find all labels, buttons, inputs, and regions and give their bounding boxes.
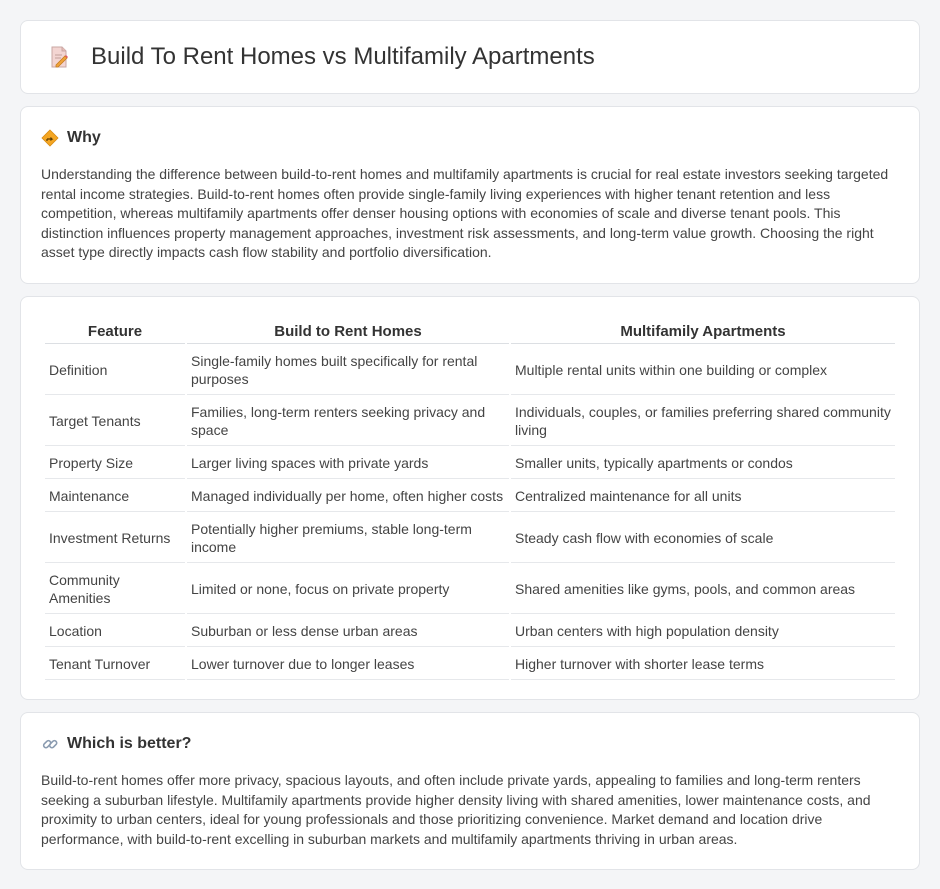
build-to-rent-cell: Suburban or less dense urban areas [187, 616, 509, 647]
comparison-table-card [20, 296, 920, 700]
feature-cell: Investment Returns [45, 514, 185, 563]
why-text: Understanding the difference between build-to-rent homes and multifamily apartments is crucial for real estate investors seeking targeted rental income strategies. Build-to-rent homes often provide single-family living experiences with higher tenant retention and less competition, whereas multifamily apartments offer denser housing options with economies of scale and diverse tenant pools. This distinction influences property management approaches, investment risk assessments, and long-term value growth. Choosing the right asset type directly impacts cash flow stability and portfolio diversification. [41, 166, 889, 261]
build-to-rent-cell: Managed individually per home, often higher costs [187, 481, 509, 512]
table-row [45, 481, 895, 512]
header-build-to-rent: Build to Rent Homes [187, 319, 509, 344]
comparison-table [43, 317, 897, 682]
table-row [45, 397, 895, 446]
feature-cell: Community Amenities [45, 565, 185, 614]
multifamily-cell: Smaller units, typically apartments or condos [511, 448, 895, 479]
build-to-rent-cell: Larger living spaces with private yards [187, 448, 509, 479]
build-to-rent-cell: Families, long-term renters seeking privacy and space [187, 397, 509, 446]
multifamily-cell: Steady cash flow with economies of scale [511, 514, 895, 563]
feature-cell: Property Size [45, 448, 185, 479]
multifamily-cell: Urban centers with high population density [511, 616, 895, 647]
better-section-header [41, 735, 899, 753]
build-to-rent-cell: Single-family homes built specifically for rental purposes [187, 346, 509, 395]
multifamily-cell: Shared amenities like gyms, pools, and common areas [511, 565, 895, 614]
table-row [45, 649, 895, 680]
multifamily-cell: Individuals, couples, or families preferring shared community living [511, 397, 895, 446]
header-feature: Feature [45, 319, 185, 344]
diamond-sign-icon [41, 129, 59, 147]
table-row [45, 616, 895, 647]
multifamily-cell: Higher turnover with shorter lease terms [511, 649, 895, 680]
header-multifamily: Multifamily Apartments [511, 319, 895, 344]
better-text: Build-to-rent homes offer more privacy, spacious layouts, and often include private yards, appealing to families and long-term renters seeking a suburban lifestyle. Multifamily apartments provide higher density living with shared amenities, lower maintenance costs, and proximity to urban centers, ideal for young professionals and those prioritizing convenience. Market demand and location drive performance, with build-to-rent excelling in suburban markets and multifamily apartments thriving in urban areas. [41, 772, 871, 847]
why-section-header [41, 129, 899, 147]
build-to-rent-cell: Potentially higher premiums, stable long-term income [187, 514, 509, 563]
multifamily-cell: Multiple rental units within one building or complex [511, 346, 895, 395]
link-icon [41, 735, 59, 753]
feature-cell: Definition [45, 346, 185, 395]
table-header-row [45, 319, 895, 344]
document-pen-icon [47, 45, 71, 69]
header-card [20, 20, 920, 94]
build-to-rent-cell: Limited or none, focus on private property [187, 565, 509, 614]
better-title: Which is better? [67, 735, 192, 752]
table-row [45, 346, 895, 395]
feature-cell: Tenant Turnover [45, 649, 185, 680]
table-row [45, 514, 895, 563]
table-row [45, 565, 895, 614]
build-to-rent-cell: Lower turnover due to longer leases [187, 649, 509, 680]
why-section [20, 106, 920, 284]
feature-cell: Location [45, 616, 185, 647]
feature-cell: Target Tenants [45, 397, 185, 446]
page-title: Build To Rent Homes vs Multifamily Apartments [91, 43, 595, 70]
multifamily-cell: Centralized maintenance for all units [511, 481, 895, 512]
feature-cell: Maintenance [45, 481, 185, 512]
table-row [45, 448, 895, 479]
why-title: Why [67, 129, 101, 146]
which-is-better-section [20, 712, 920, 870]
